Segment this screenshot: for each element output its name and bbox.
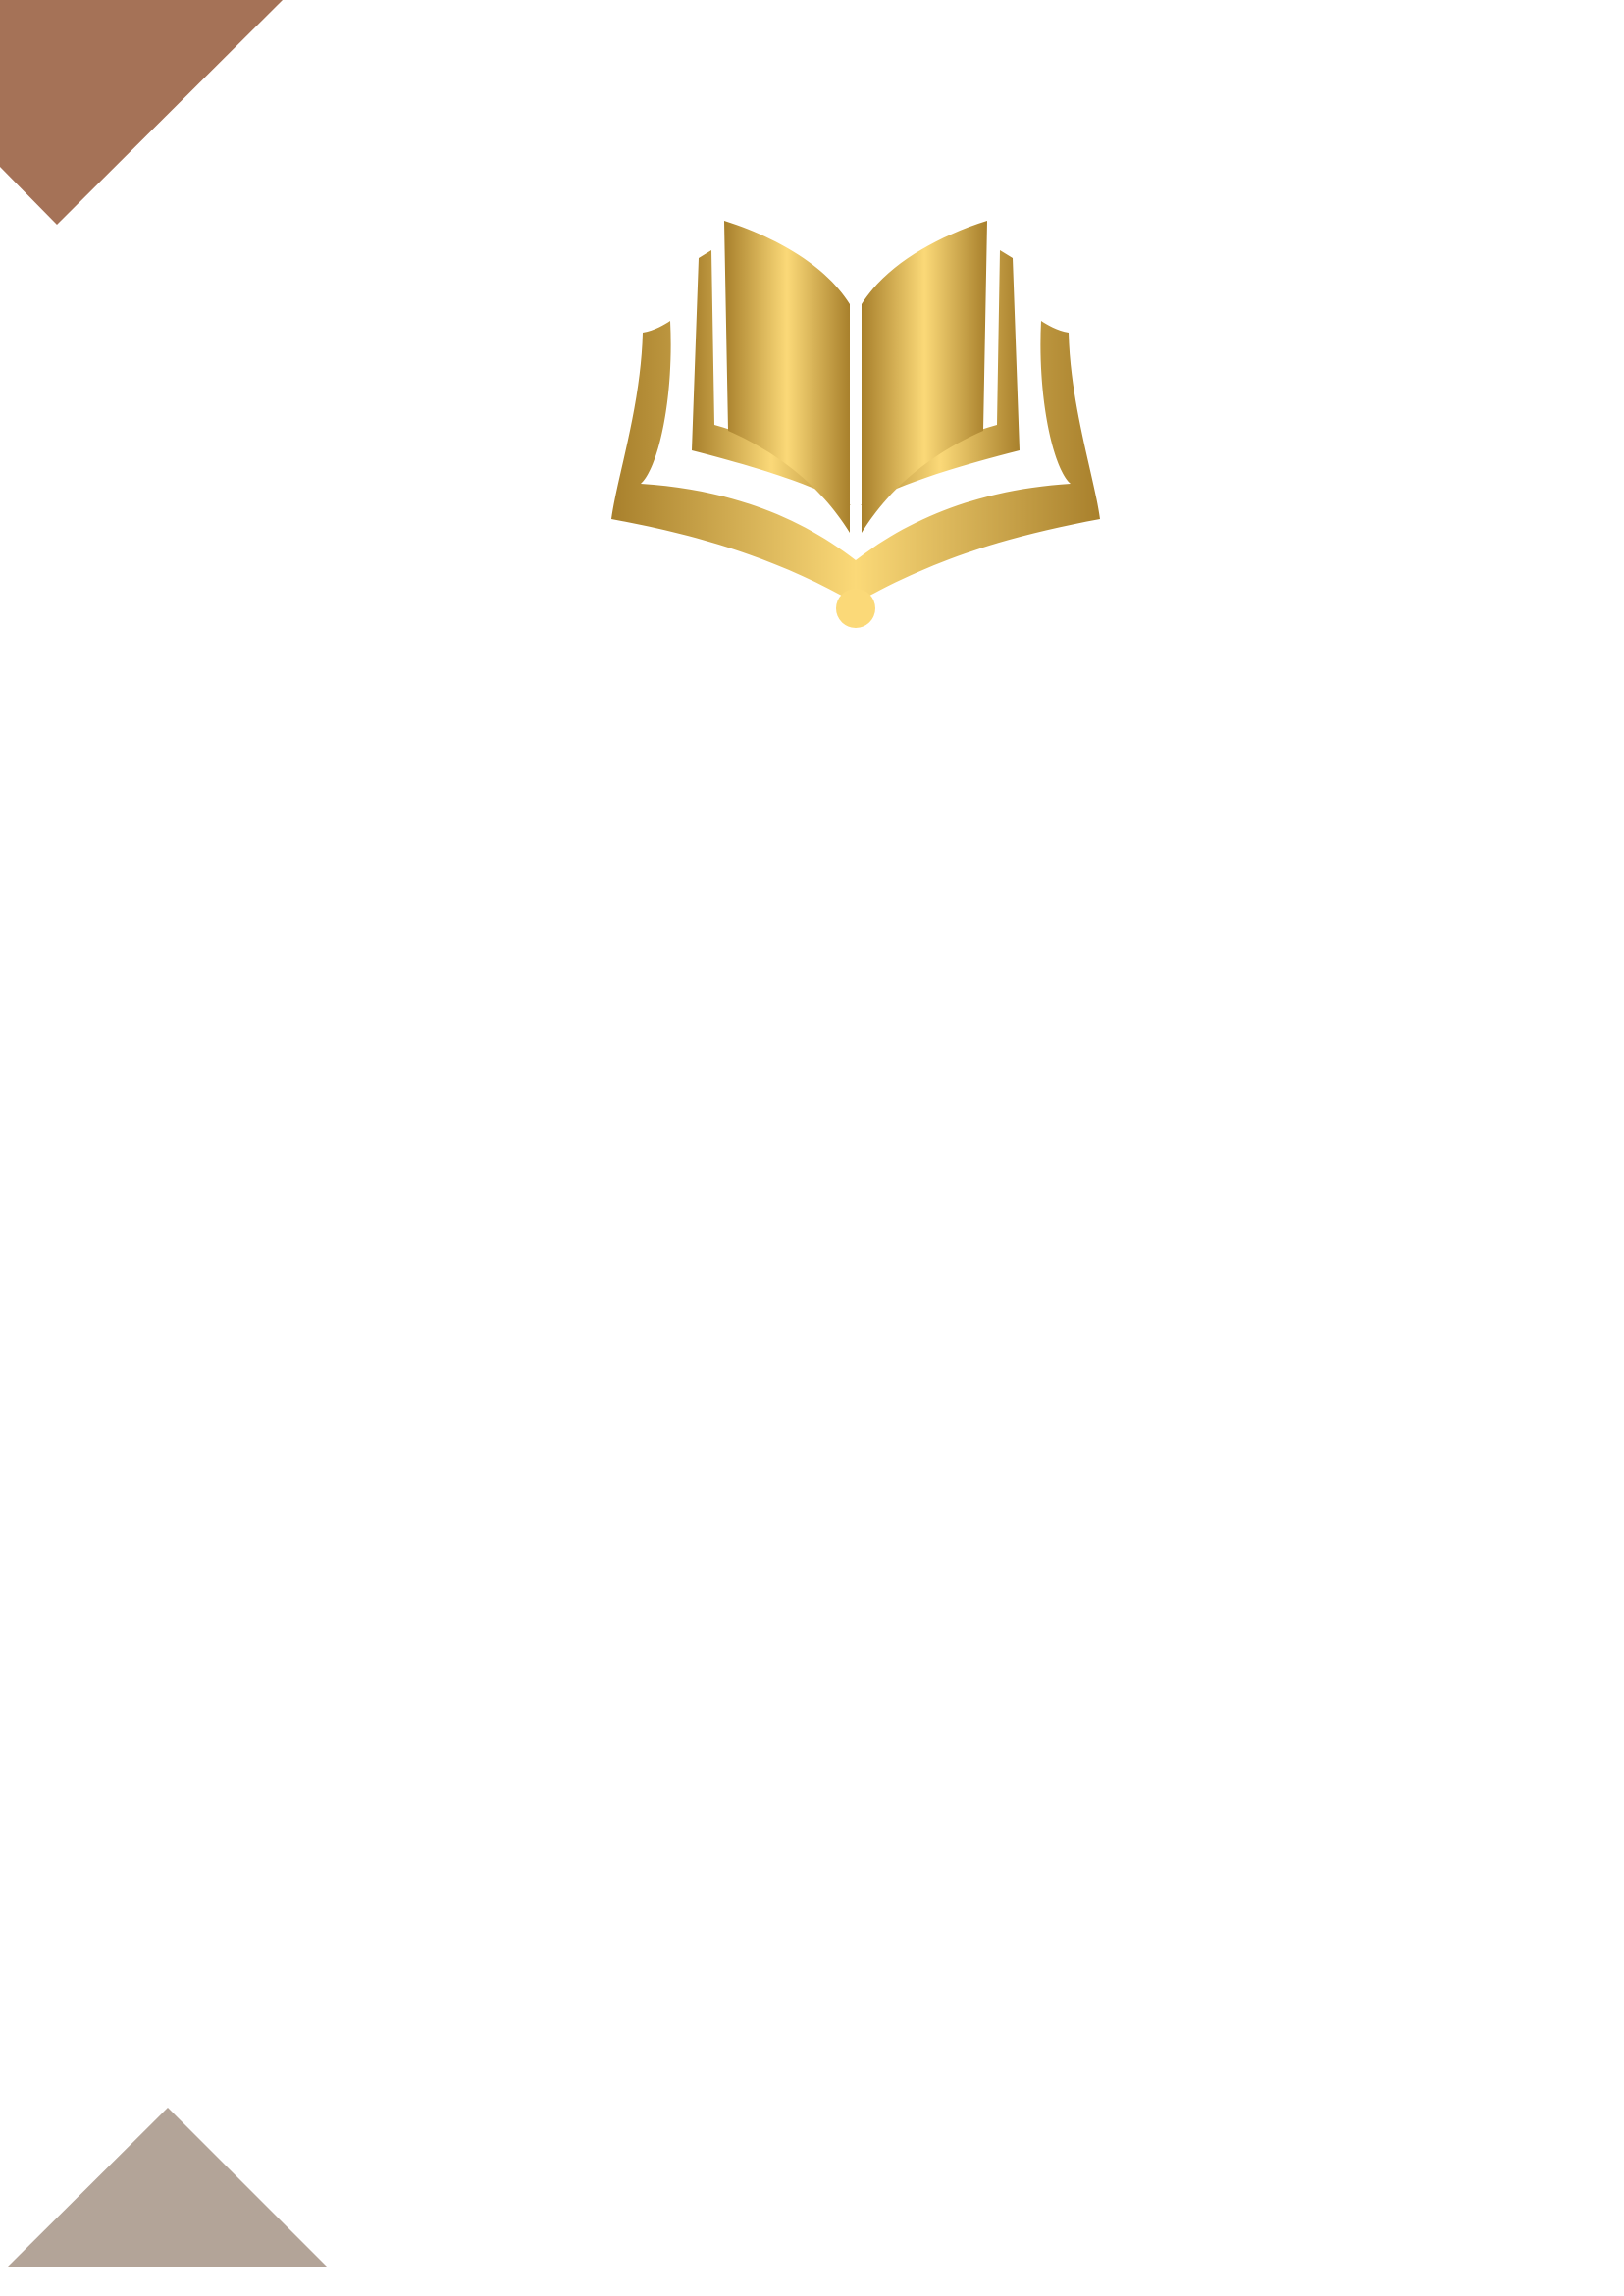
- section-gap: [0, 738, 1624, 781]
- open-book-icon: [603, 211, 1104, 633]
- document-body: [0, 738, 1624, 781]
- corner-decoration-top: [0, 0, 285, 226]
- footer-bar: [0, 2267, 1624, 2296]
- corner-decoration-bottom: [0, 2108, 334, 2267]
